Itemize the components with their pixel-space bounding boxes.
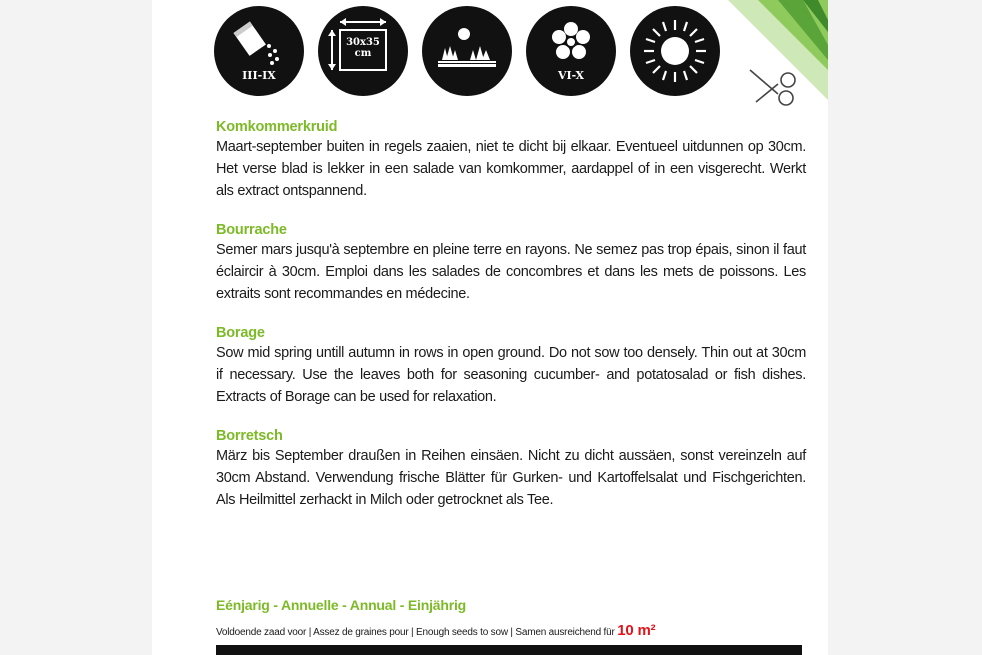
flower-icon bbox=[526, 6, 616, 96]
section-title: Bourrache bbox=[216, 222, 287, 238]
sowing-seeds-icon bbox=[214, 6, 304, 96]
section-english bbox=[216, 324, 806, 408]
section-body: Semer mars jusqu'à septembre en pleine terre en rayons. Ne semez pas trop épais, sinon il faut éclaircir à 30cm. Emploi dans les salades de concombres et dans les mets de poissons. Les extraits sont recommandes en médecine. bbox=[216, 242, 806, 302]
seed-packet-back bbox=[152, 0, 828, 655]
bottom-bar bbox=[216, 645, 802, 655]
full-sun-icon bbox=[630, 6, 720, 96]
coverage-area: 10 m² bbox=[617, 622, 656, 639]
section-german bbox=[216, 427, 806, 511]
section-body: Sow mid spring untill autumn in rows in open ground. Do not sow too densely. Thin out at 30cm if necessary. Use the leaves both for seasoning cucumber- and potatosalad or fish dishes. Extracts of Borage can be used for relaxation. bbox=[216, 345, 806, 405]
annual-label: Eénjarig - Annuelle - Annual - Einjährig bbox=[216, 597, 466, 613]
section-body: Maart-september buiten in regels zaaien, niet te dicht bij elkaar. Eventueel uitdunnen op 30cm. Het verse blad is lekker in een salade van komkommer, aardappel of in een visgerecht. Werkt als extract ontspannend. bbox=[216, 139, 806, 199]
section-dutch bbox=[216, 118, 806, 202]
sowing-months-label: III-IX bbox=[242, 69, 276, 82]
growing-icons bbox=[214, 6, 734, 98]
flowering-months-label: VI-X bbox=[558, 69, 584, 82]
section-title: Borretsch bbox=[216, 428, 283, 444]
section-title: Komkommerkruid bbox=[216, 119, 338, 135]
section-body: März bis September draußen in Reihen einsäen. Nicht zu dicht aussäen, sonst vereinzeln auf 30cm Abstand. Verwendung frische Blätter für Gurken- und Kartoffelsalat und Fischgerichten. Als Heilmittel zerhackt in Milch oder getrocknet als Tee. bbox=[216, 448, 806, 508]
sowing-instructions bbox=[216, 118, 806, 530]
plant-spacing-icon bbox=[318, 6, 408, 96]
section-french bbox=[216, 221, 806, 305]
open-ground-icon bbox=[422, 6, 512, 96]
seed-coverage-line bbox=[216, 622, 655, 639]
section-title: Borage bbox=[216, 325, 265, 341]
scissors-icon bbox=[746, 66, 804, 108]
spacing-label: 30x35 cm bbox=[346, 37, 380, 59]
seed-coverage-text: Voldoende zaad voor | Assez de graines pour | Enough seeds to sow | Samen ausreichend für bbox=[216, 627, 615, 638]
